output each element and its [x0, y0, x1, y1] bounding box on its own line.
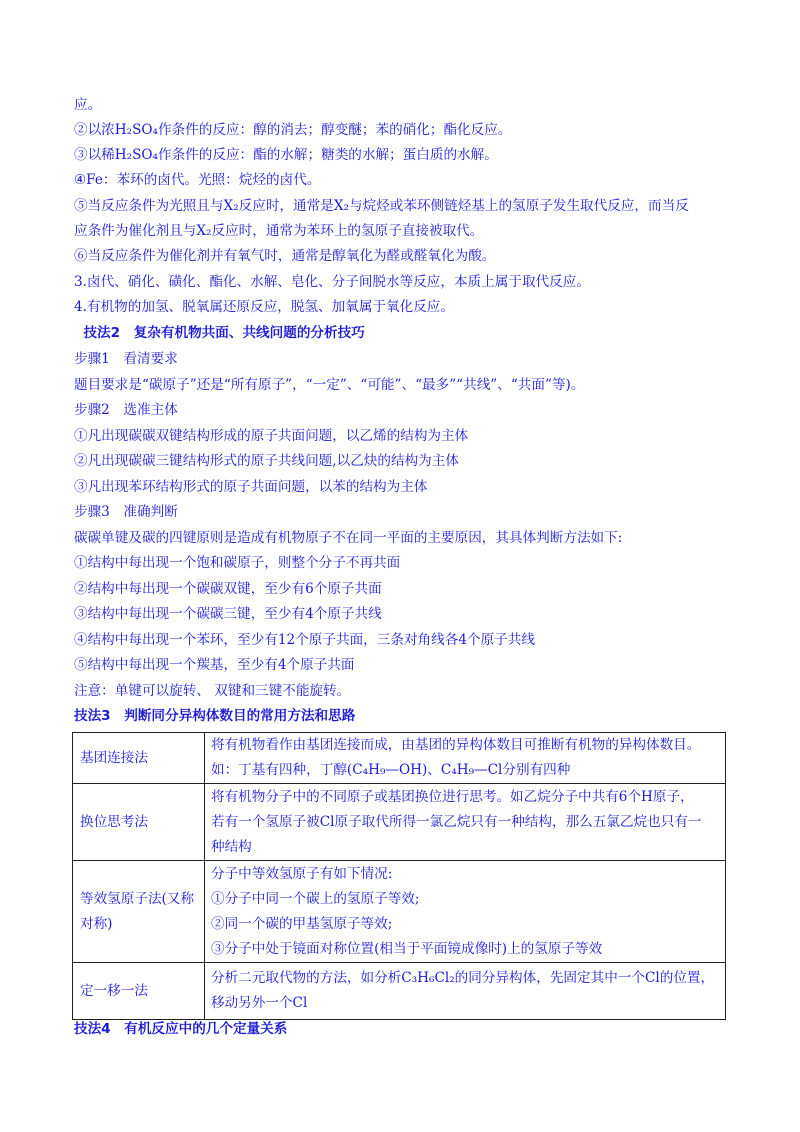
- description-line: 移动另外一个Cl: [211, 995, 308, 1011]
- method-name: 换位思考法: [73, 784, 205, 861]
- text-line: ②结构中每出现一个碳碳双键，至少有6个原子共面: [74, 581, 382, 597]
- description-line: 分析二元取代物的方法，如分析C₃H₆Cl₂的同分异构体，先固定其中一个Cl的位置，: [211, 970, 715, 986]
- text-line: ③凡出现苯环结构形式的原子共面问题，以苯的结构为主体: [74, 479, 428, 495]
- description-line: 将有机物看作由基团连接而成，由基团的异构体数目可推断有机物的异构体数目。: [211, 737, 701, 753]
- text-line: ②凡出现碳碳三键结构形式的原子共线问题,以乙炔的结构为主体: [74, 453, 459, 469]
- table-row: [73, 861, 726, 963]
- method-name: 基团连接法: [73, 733, 205, 784]
- text-line: ④结构中每出现一个苯环，至少有12个原子共面，三条对角线各4个原子共线: [74, 632, 535, 648]
- method-description: [205, 861, 726, 963]
- section-heading-2: 技法2 复杂有机物共面、共线问题的分析技巧: [74, 325, 365, 341]
- text-line: ④Fe：苯环的卤代。光照：烷烃的卤代。: [74, 172, 321, 188]
- description-line: 将有机物分子中的不同原子或基团换位进行思考。如乙烷分子中共有6个H原子，: [211, 788, 694, 805]
- text-line: 4.有机物的加氢、脱氧属还原反应，脱氢、加氧属于氧化反应。: [74, 299, 454, 315]
- text-line: 题目要求是“碳原子”还是“所有原子”，“一定”、“可能”、“最多”“共线”、“共面”等)。: [74, 377, 585, 393]
- text-line: 3.卤代、硝化、磺化、酯化、水解、皂化、分子间脱水等反应，本质上属于取代反应。: [74, 274, 590, 290]
- step-heading: 步骤2 选准主体: [74, 402, 178, 418]
- text-line: ⑤当反应条件为光照且与X₂反应时，通常是X₂与烷烃或苯环侧链烃基上的氢原子发生取代反应，而当反: [74, 198, 689, 214]
- description-line: ②同一个碳的甲基氢原子等效;: [211, 915, 393, 932]
- method-description: [205, 784, 726, 861]
- text-line: ①凡出现碳碳双键结构形成的原子共面问题，以乙烯的结构为主体: [74, 428, 469, 444]
- text-line: ②以浓H₂SO₄作条件的反应：醇的消去；醇变醚；苯的硝化；酯化反应。: [74, 122, 512, 138]
- text-line: 应。: [74, 97, 102, 113]
- step-heading: 步骤1 看清要求: [74, 351, 178, 367]
- description-line: 如：丁基有四种，丁醇(C₄H₉—OH)、C₄H₉—Cl分别有四种: [211, 762, 571, 778]
- table-row: [73, 733, 726, 784]
- text-line: ③结构中每出现一个碳碳三键，至少有4个原子共线: [74, 606, 382, 622]
- text-line: 注意：单键可以旋转、 双键和三键不能旋转。: [74, 683, 351, 699]
- section-heading-3: 技法3 判断同分异构体数目的常用方法和思路: [74, 708, 356, 724]
- description-line: ③分子中处于镜面对称位置(相当于平面镜成像时)上的氢原子等效: [211, 940, 603, 957]
- description-line: 若有一个氢原子被Cl原子取代所得一氯乙烷只有一种结构，那么五氯乙烷也只有一: [211, 813, 702, 830]
- text-line: 应条件为催化剂且与X₂反应时，通常为苯环上的氢原子直接被取代。: [74, 223, 484, 239]
- description-line: 种结构: [211, 838, 252, 855]
- table-row: [73, 963, 726, 1020]
- description-line: ①分子中同一个碳上的氢原子等效;: [211, 890, 420, 907]
- method-description: [205, 733, 726, 784]
- description-line: 分子中等效氢原子有如下情况:: [211, 865, 393, 882]
- method-name: 定一移一法: [73, 963, 205, 1020]
- text-line: 碳碳单键及碳的四键原则是造成有机物原子不在同一平面的主要原因，其具体判断方法如下:: [74, 530, 623, 546]
- section-heading-4: 技法4 有机反应中的几个定量关系: [74, 1021, 288, 1037]
- text-line: ①结构中每出现一个饱和碳原子，则整个分子不再共面: [74, 555, 401, 571]
- isomer-methods-table: [72, 732, 726, 1020]
- method-description: [205, 963, 726, 1020]
- text-line: ⑥当反应条件为催化剂并有氧气时，通常是醇氧化为醛或醛氧化为酸。: [74, 248, 496, 264]
- text-line: ⑤结构中每出现一个羰基，至少有4个原子共面: [74, 657, 355, 673]
- method-name: 等效氢原子法(又称对称): [73, 861, 205, 963]
- text-line: ③以稀H₂SO₄作条件的反应：酯的水解；糖类的水解；蛋白质的水解。: [74, 147, 498, 163]
- step-heading: 步骤3 准确判断: [74, 504, 178, 520]
- table-row: [73, 784, 726, 861]
